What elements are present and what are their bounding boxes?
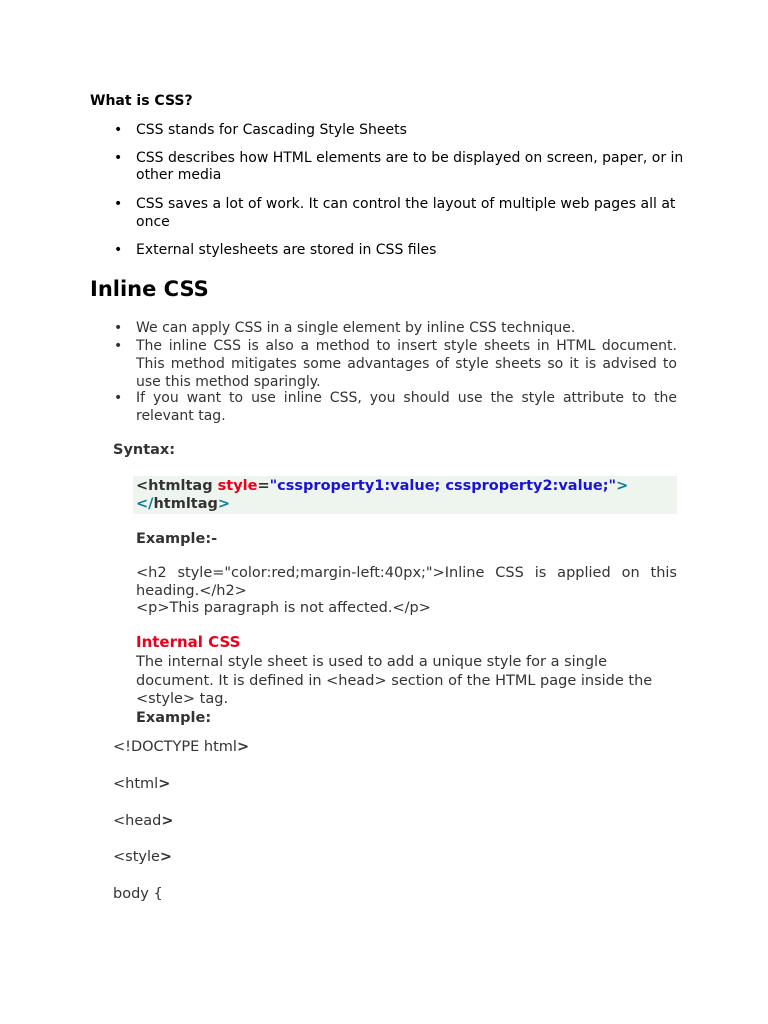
example-code-line: <h2 style="color:red;margin-left:40px;">Inline CSS is applied on this heading.</h2>	[136, 565, 677, 599]
example-label: Example:-	[136, 531, 218, 547]
list-item: • The inline CSS is also a method to insert style sheets in HTML document. This method mitigates some advantages of style sheets so it is advised to use this method sparingly.	[114, 338, 677, 390]
internal-example-label: Example:	[136, 710, 212, 726]
code-line: <head>	[113, 813, 174, 829]
what-is-css-heading: What is CSS?	[90, 93, 193, 109]
code-line: <html>	[113, 776, 171, 792]
bullet-icon: •	[114, 338, 123, 354]
list-item: • CSS saves a lot of work. It can control the layout of multiple web pages all at	[114, 196, 676, 212]
bullet-icon: •	[114, 390, 123, 406]
bullet-icon: •	[114, 320, 123, 336]
list-item: • We can apply CSS in a single element by inline CSS technique.	[114, 320, 576, 336]
code-line: <!DOCTYPE html>	[113, 739, 250, 755]
list-item-continuation: other media	[136, 167, 222, 183]
internal-css-heading: Internal CSS	[136, 633, 241, 651]
code-line: <style>	[113, 849, 173, 865]
internal-css-description: The internal style sheet is used to add a unique style for a single document. It is defined in <head> section of the HTML page inside the <style> tag.	[136, 654, 653, 707]
syntax-label: Syntax:	[113, 442, 176, 458]
example-code-line: <p>This paragraph is not affected.</p>	[136, 600, 431, 616]
list-item-continuation: once	[136, 214, 170, 230]
list-item: • CSS stands for Cascading Style Sheets	[114, 122, 407, 138]
list-item: • If you want to use inline CSS, you should use the style attribute to the relevant tag.	[114, 390, 677, 424]
bullet-icon: •	[114, 150, 123, 166]
inline-css-heading: Inline CSS	[90, 277, 209, 301]
list-item: • External stylesheets are stored in CSS files	[114, 242, 437, 258]
syntax-code: <htmltag style="cssproperty1:value; cssproperty2:value;"> </htmltag>	[136, 478, 629, 512]
bullet-icon: •	[114, 242, 123, 258]
list-item: • CSS describes how HTML elements are to be displayed on screen, paper, or in	[114, 150, 684, 166]
bullet-icon: •	[114, 196, 123, 212]
code-line: body {	[113, 886, 163, 902]
bullet-icon: •	[114, 122, 123, 138]
